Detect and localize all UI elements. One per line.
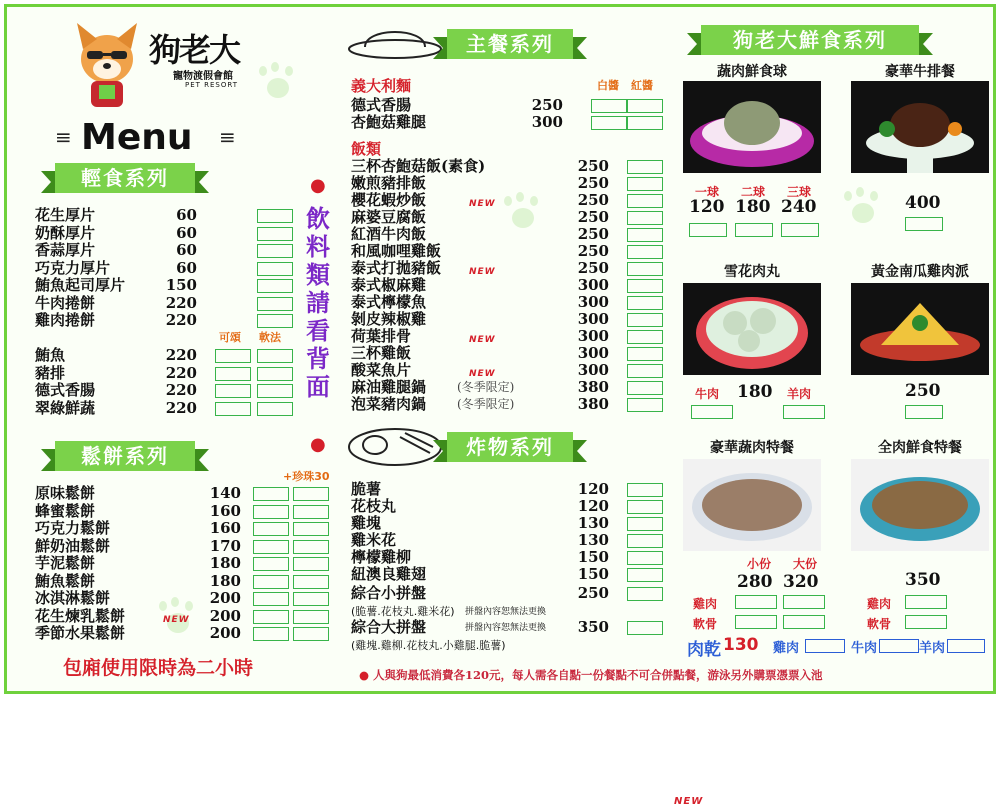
item-price: 250 — [577, 259, 609, 277]
veg-chicken-label: 雞肉 — [693, 597, 718, 611]
menu-item-row — [351, 345, 671, 362]
item-name: 花生厚片 — [35, 206, 96, 224]
one-ball-checkbox[interactable] — [689, 223, 727, 237]
waffle-menu-list — [35, 485, 335, 645]
three-ball-checkbox[interactable] — [781, 223, 819, 237]
paw-decoration — [842, 187, 882, 227]
menu-item-row — [351, 396, 671, 413]
steak-checkbox[interactable] — [905, 217, 943, 231]
order-checkbox[interactable] — [215, 402, 251, 416]
menu-item-row — [35, 277, 305, 294]
item-price: 140 — [209, 484, 241, 502]
steak-photo — [851, 81, 989, 173]
item-name: 泰式檸檬魚 — [351, 293, 427, 311]
order-checkbox[interactable] — [293, 557, 329, 571]
item-name: 三杯雞飯 — [351, 344, 412, 362]
lamb-checkbox[interactable] — [783, 405, 825, 419]
menu-item-row — [351, 549, 671, 566]
item-name: 鮪魚鬆餅 — [35, 571, 96, 590]
item-price: 250 — [577, 225, 609, 243]
order-checkbox[interactable] — [293, 592, 329, 606]
item-name: 雞肉捲餅 — [35, 311, 96, 329]
pearl-addon: +珍珠30 — [283, 470, 330, 483]
order-checkbox[interactable] — [627, 483, 663, 497]
paw-icon: ● — [310, 175, 326, 196]
small-platter-contents: (脆薯.花枝丸.雞米花) — [351, 605, 455, 618]
veg-meat-photo — [683, 459, 821, 551]
order-checkbox[interactable] — [257, 244, 293, 258]
all-meat-price: 350 — [905, 570, 941, 590]
fresh-section-title: 狗老大鮮食系列 — [701, 25, 919, 55]
order-checkbox[interactable] — [627, 381, 663, 395]
item-name: 泰式椒麻雞 — [351, 276, 427, 294]
item-name: 酸菜魚片 — [351, 361, 412, 379]
item-name: 原味鬆餅 — [35, 484, 96, 502]
menu-item-row — [351, 532, 671, 549]
item-note: (冬季限定) — [457, 380, 515, 394]
order-checkbox[interactable] — [257, 367, 293, 381]
menu-board — [4, 4, 996, 694]
sparkle-icon: ≡ — [55, 125, 72, 149]
beef-checkbox[interactable] — [691, 405, 733, 419]
small-platter-checkbox[interactable] — [627, 587, 663, 601]
all-meat-photo — [851, 459, 989, 551]
order-checkbox[interactable] — [627, 99, 663, 113]
item-price: 150 — [165, 276, 197, 294]
item-name: 花生煉乳鬆餅 — [35, 606, 126, 625]
pumpkin-pie-photo — [851, 283, 989, 375]
item-name: 翠綠鮮蔬 — [35, 398, 96, 417]
order-checkbox[interactable] — [257, 314, 293, 328]
three-ball-price: 240 — [781, 197, 817, 217]
order-checkbox[interactable] — [293, 540, 329, 554]
menu-item-row — [351, 498, 671, 515]
menu-item-row — [351, 158, 671, 175]
order-checkbox[interactable] — [627, 534, 663, 548]
new-badge: NEW — [163, 614, 190, 625]
jerky-beef-label: 牛肉 — [851, 641, 878, 656]
veg-chicken-large-checkbox[interactable] — [783, 595, 825, 609]
order-checkbox[interactable] — [627, 279, 663, 293]
one-ball-price: 120 — [689, 197, 725, 217]
order-checkbox[interactable] — [253, 522, 289, 536]
menu-item-row — [351, 226, 671, 243]
dog-mascot-icon — [67, 19, 147, 114]
item-price: 300 — [577, 361, 609, 379]
item-name: 嫩煎豬排飯 — [351, 174, 427, 192]
item-name: 紅酒牛肉飯 — [351, 225, 427, 243]
order-checkbox[interactable] — [253, 610, 289, 624]
item-price: 200 — [209, 606, 241, 625]
menu-item-row — [35, 225, 305, 242]
menu-item-row — [351, 566, 671, 583]
menu-item-row — [35, 207, 305, 224]
order-checkbox[interactable] — [257, 349, 293, 363]
menu-item-row — [35, 573, 335, 590]
item-price: 250 — [577, 208, 609, 226]
meatball-title: 雪花肉丸 — [724, 264, 780, 280]
menu-item-row — [35, 260, 305, 277]
menu-item-row — [351, 481, 671, 498]
item-price: 170 — [209, 536, 241, 555]
item-price: 150 — [577, 548, 609, 566]
menu-item-row — [351, 277, 671, 294]
stray-new-badge: NEW — [674, 796, 704, 807]
order-checkbox[interactable] — [627, 551, 663, 565]
menu-title: Menu — [81, 117, 193, 158]
menu-item-row — [35, 608, 335, 625]
order-checkbox[interactable] — [627, 116, 663, 130]
fried-section-title: 炸物系列 — [447, 432, 573, 462]
waffle-section-title: 鬆餅系列 — [55, 441, 195, 471]
item-price: 250 — [577, 157, 609, 175]
menu-item-row — [351, 114, 671, 131]
veg-meat-title: 豪華蔬肉特餐 — [710, 440, 794, 456]
pasta-list — [351, 97, 671, 137]
all-chicken-checkbox[interactable] — [905, 595, 947, 609]
order-checkbox[interactable] — [257, 209, 293, 223]
item-price: 150 — [577, 565, 609, 583]
menu-item-row — [35, 485, 335, 502]
item-price: 250 — [531, 96, 563, 114]
order-checkbox[interactable] — [591, 99, 627, 113]
item-name: 芋泥鬆餅 — [35, 554, 96, 572]
item-name: 和風咖哩雞飯 — [351, 242, 442, 260]
item-name: 德式香腸 — [351, 96, 412, 114]
order-checkbox[interactable] — [627, 228, 663, 242]
large-platter-note: 拼盤內容恕無法更換 — [465, 623, 547, 633]
item-price: 160 — [209, 519, 241, 537]
fresh-balls-photo — [683, 81, 821, 173]
item-price: 60 — [176, 206, 197, 224]
order-checkbox[interactable] — [253, 592, 289, 606]
item-price: 300 — [577, 310, 609, 328]
small-platter-row — [351, 585, 671, 602]
item-price: 220 — [165, 363, 197, 382]
order-checkbox[interactable] — [627, 568, 663, 582]
menu-item-row — [351, 362, 671, 379]
veg-cartilage-large-checkbox[interactable] — [783, 615, 825, 629]
menu-item-row — [351, 209, 671, 226]
menu-item-row — [351, 243, 671, 260]
item-name: 檸檬雞柳 — [351, 548, 412, 566]
order-checkbox[interactable] — [627, 347, 663, 361]
item-price: 220 — [165, 311, 197, 329]
new-badge: NEW — [469, 369, 496, 379]
menu-item-row — [35, 520, 335, 537]
small-size-label: 小份 — [747, 557, 772, 571]
footer-note — [359, 667, 989, 683]
item-price: 220 — [165, 398, 197, 417]
item-note: (冬季限定) — [457, 397, 515, 411]
order-checkbox[interactable] — [293, 505, 329, 519]
pumpkin-pie-checkbox[interactable] — [905, 405, 943, 419]
small-platter-name: 綜合小拼盤 — [351, 584, 427, 602]
item-price: 250 — [577, 174, 609, 192]
menu-item-row — [351, 328, 671, 345]
menu-item-row — [35, 295, 305, 312]
small-platter-note: 拼盤內容恕無法更換 — [465, 607, 547, 617]
item-price: 300 — [577, 276, 609, 294]
light-section-title: 輕食系列 — [55, 163, 195, 193]
large-size-label: 大份 — [793, 557, 818, 571]
item-name: 荷葉排骨 — [351, 327, 412, 345]
small-size-price: 280 — [737, 572, 773, 592]
item-price: 380 — [577, 378, 609, 396]
new-badge: NEW — [469, 199, 496, 209]
jerky-lamb-checkbox[interactable] — [947, 639, 985, 653]
order-checkbox[interactable] — [627, 500, 663, 514]
order-checkbox[interactable] — [293, 610, 329, 624]
two-ball-checkbox[interactable] — [735, 223, 773, 237]
item-name: 脆薯 — [351, 480, 382, 498]
order-checkbox[interactable] — [215, 384, 251, 398]
jerky-price: 130 — [723, 635, 759, 655]
veg-cartilage-small-checkbox[interactable] — [735, 615, 777, 629]
order-checkbox[interactable] — [257, 384, 293, 398]
item-price: 120 — [577, 497, 609, 515]
item-name: 奶酥厚片 — [35, 223, 96, 242]
menu-item-row — [35, 347, 305, 364]
veg-cartilage-label: 軟骨 — [693, 617, 718, 631]
brand-subtitle: 寵物渡假會館 — [173, 71, 233, 82]
large-size-price: 320 — [783, 572, 819, 592]
menu-item-row — [35, 590, 335, 607]
large-platter-name: 綜合大拼盤 — [351, 618, 427, 636]
order-checkbox[interactable] — [627, 211, 663, 225]
large-platter-contents: (雞塊.雞柳.花枝丸.小雞腿.脆薯) — [351, 639, 506, 652]
light-opt1-header: 可頌 — [219, 331, 241, 344]
menu-item-row — [351, 175, 671, 192]
pasta-white-header: 白醬 — [597, 79, 619, 92]
item-name: 紐澳良雞翅 — [351, 565, 427, 583]
all-cartilage-checkbox[interactable] — [905, 615, 947, 629]
jerky-beef-checkbox[interactable] — [879, 639, 919, 653]
order-checkbox[interactable] — [253, 487, 289, 501]
rice-label: 飯類 — [351, 140, 382, 158]
order-checkbox[interactable] — [591, 116, 627, 130]
item-name: 巧克力厚片 — [35, 258, 111, 277]
order-checkbox[interactable] — [627, 330, 663, 344]
order-checkbox[interactable] — [253, 540, 289, 554]
drinks-note: 飲料類請看背面 — [306, 205, 330, 401]
room-note: 包廂使用限時為二小時 — [63, 657, 254, 679]
footer-text: 人與狗最低消費各120元，每人需各自點一份餐點不可合併點餐，游泳另外購票憑票入池 — [373, 668, 823, 682]
all-meat-title: 全肉鮮食特餐 — [878, 440, 962, 456]
item-price: 60 — [176, 223, 197, 242]
menu-item-row — [35, 242, 305, 259]
main-section-title: 主餐系列 — [447, 29, 573, 59]
all-cartilage-label: 軟骨 — [867, 617, 892, 631]
item-price: 300 — [577, 327, 609, 345]
jerky-chicken-label: 雞肉 — [773, 641, 800, 656]
menu-item-row — [351, 294, 671, 311]
item-name: 季節水果鬆餅 — [35, 624, 126, 642]
one-ball-label: 一球 — [695, 185, 720, 199]
item-price: 200 — [209, 589, 241, 607]
order-checkbox[interactable] — [253, 505, 289, 519]
menu-item-row — [35, 555, 335, 572]
fried-list — [351, 481, 671, 591]
pasta-label: 義大利麵 — [351, 77, 412, 95]
new-badge: NEW — [469, 335, 496, 345]
order-checkbox[interactable] — [257, 402, 293, 416]
item-name: 香蒜厚片 — [35, 241, 96, 259]
item-price: 60 — [176, 241, 197, 259]
menu-item-row — [35, 625, 335, 642]
item-name: 豬排 — [35, 363, 66, 382]
logo — [67, 19, 267, 119]
item-name: 泡菜豬肉鍋 — [351, 395, 427, 413]
menu-item-row — [351, 97, 671, 114]
large-platter-checkbox[interactable] — [627, 621, 663, 635]
order-checkbox[interactable] — [257, 227, 293, 241]
item-name: 鮮奶油鬆餅 — [35, 536, 111, 555]
item-name: 麻婆豆腐飯 — [351, 208, 427, 226]
pumpkin-pie-price: 250 — [905, 381, 941, 401]
two-ball-label: 二球 — [741, 185, 766, 199]
menu-item-row — [35, 400, 305, 417]
item-name: 櫻花蝦炒飯 — [351, 191, 427, 209]
fried-plate-icon — [345, 423, 445, 472]
item-name: 巧克力鬆餅 — [35, 519, 111, 537]
item-price: 120 — [577, 480, 609, 498]
item-price: 300 — [577, 344, 609, 362]
item-price: 60 — [176, 258, 197, 277]
jerky-chicken-checkbox[interactable] — [805, 639, 845, 653]
lamb-label: 羊肉 — [787, 387, 812, 401]
item-price: 380 — [577, 395, 609, 413]
jerky-row — [687, 635, 987, 660]
steak-title: 豪華牛排餐 — [885, 64, 955, 80]
order-checkbox[interactable] — [627, 160, 663, 174]
item-price: 220 — [165, 293, 197, 312]
order-checkbox[interactable] — [215, 367, 251, 381]
order-checkbox[interactable] — [293, 487, 329, 501]
all-chicken-label: 雞肉 — [867, 597, 892, 611]
order-checkbox[interactable] — [627, 517, 663, 531]
order-checkbox[interactable] — [627, 296, 663, 310]
large-platter-price: 350 — [577, 618, 609, 636]
menu-item-row — [35, 365, 305, 382]
item-price: 180 — [209, 554, 241, 572]
item-name: 雞塊 — [351, 514, 382, 532]
menu-item-row — [35, 538, 335, 555]
item-name: 花枝丸 — [351, 497, 397, 515]
beef-label: 牛肉 — [695, 387, 720, 401]
three-ball-label: 三球 — [787, 185, 812, 199]
item-price: 250 — [577, 242, 609, 260]
item-name: 鮪魚 — [35, 346, 66, 364]
item-price: 250 — [577, 191, 609, 209]
menu-item-row — [351, 192, 671, 209]
order-checkbox[interactable] — [627, 245, 663, 259]
item-price: 130 — [577, 531, 609, 549]
order-checkbox[interactable] — [627, 313, 663, 327]
item-name: 冰淇淋鬆餅 — [35, 589, 111, 607]
item-name: 剝皮辣椒雞 — [351, 310, 427, 328]
item-price: 200 — [209, 624, 241, 642]
brand-name: 狗老大 — [149, 31, 240, 69]
item-name: 麻油雞腿鍋 — [351, 378, 427, 396]
light-menu-list — [35, 207, 305, 437]
order-checkbox[interactable] — [257, 262, 293, 276]
item-name: 蜂蜜鬆餅 — [35, 501, 96, 520]
order-checkbox[interactable] — [627, 194, 663, 208]
two-ball-price: 180 — [735, 197, 771, 217]
jerky-lamb-label: 羊肉 — [919, 641, 946, 656]
veg-chicken-small-checkbox[interactable] — [735, 595, 777, 609]
menu-item-row — [35, 382, 305, 399]
order-checkbox[interactable] — [253, 557, 289, 571]
pumpkin-pie-title: 黃金南瓜雞肉派 — [871, 264, 969, 280]
item-price: 300 — [531, 113, 563, 131]
pasta-red-header: 紅醬 — [631, 79, 653, 92]
item-price: 300 — [577, 293, 609, 311]
paw-icon: ● — [310, 434, 326, 455]
item-name: 三杯杏鮑菇飯(素食) — [351, 157, 486, 175]
paw-icon: ● — [359, 668, 374, 682]
menu-item-row — [351, 260, 671, 277]
meatball-photo — [683, 283, 821, 375]
order-checkbox[interactable] — [627, 262, 663, 276]
item-name: 德式香腸 — [35, 381, 96, 399]
menu-item-row — [351, 311, 671, 328]
item-price: 160 — [209, 501, 241, 520]
order-checkbox[interactable] — [293, 575, 329, 589]
new-badge: NEW — [469, 267, 496, 277]
sparkle-icon: ≡ — [219, 125, 236, 149]
brand-english: PET RESORT — [185, 81, 239, 89]
steak-price: 400 — [905, 193, 941, 213]
order-checkbox[interactable] — [257, 279, 293, 293]
order-checkbox[interactable] — [215, 349, 251, 363]
item-name: 牛肉捲餅 — [35, 293, 96, 312]
meatball-price: 180 — [737, 382, 773, 402]
item-price: 130 — [577, 514, 609, 532]
item-price: 220 — [165, 381, 197, 399]
order-checkbox[interactable] — [627, 364, 663, 378]
order-checkbox[interactable] — [293, 627, 329, 641]
item-name: 杏鮑菇雞腿 — [351, 113, 427, 131]
item-price: 180 — [209, 571, 241, 590]
order-checkbox[interactable] — [253, 575, 289, 589]
item-name: 雞米花 — [351, 531, 397, 549]
jerky-label: 肉乾 — [687, 640, 721, 660]
light-opt2-header: 軟法 — [259, 331, 281, 344]
menu-item-row — [351, 379, 671, 396]
item-name: 鮪魚起司厚片 — [35, 276, 126, 294]
menu-item-row — [35, 312, 305, 329]
item-price: 220 — [165, 346, 197, 364]
menu-item-row — [351, 515, 671, 532]
menu-item-row — [35, 503, 335, 520]
fresh-balls-title: 蔬肉鮮食球 — [717, 64, 787, 80]
order-checkbox[interactable] — [627, 398, 663, 412]
order-checkbox[interactable] — [293, 522, 329, 536]
order-checkbox[interactable] — [627, 177, 663, 191]
rice-list — [351, 158, 671, 418]
small-platter-price: 250 — [577, 584, 609, 602]
order-checkbox[interactable] — [257, 297, 293, 311]
order-checkbox[interactable] — [253, 627, 289, 641]
item-name: 泰式打拋豬飯 — [351, 259, 442, 277]
plate-icon — [345, 17, 445, 66]
